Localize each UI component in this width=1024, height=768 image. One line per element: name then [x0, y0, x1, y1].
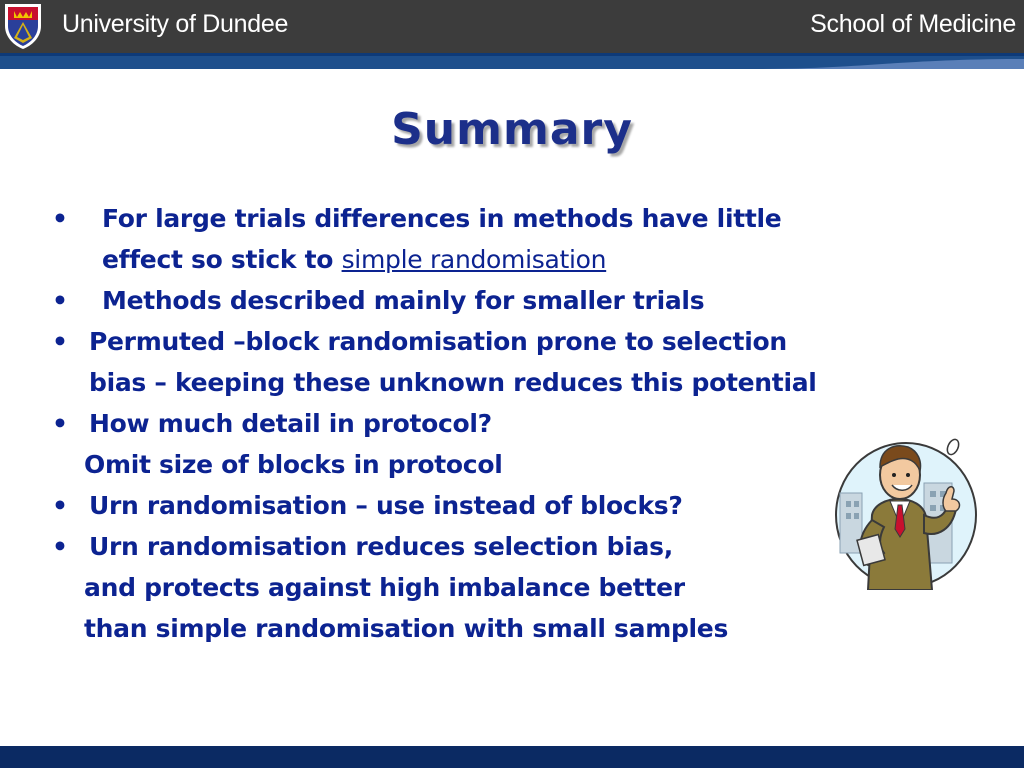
bullet-text-3a: Permuted –block randomisation prone to selection: [89, 327, 787, 356]
bullet-text-1b-prefix: effect so stick to: [102, 245, 342, 274]
bullet-icon: •: [52, 491, 68, 520]
bullet-icon: •: [52, 286, 68, 315]
bullet-text-6b: and protects against high imbalance better: [84, 573, 685, 602]
university-crest-icon: [3, 2, 43, 50]
header-stripe: [0, 53, 1024, 69]
university-name: University of Dundee: [62, 10, 289, 38]
businessman-thumbs-up-illustration: [828, 425, 978, 590]
footer-bar: [0, 746, 1024, 768]
bullet-text-2: Methods described mainly for smaller trials: [102, 286, 705, 315]
bullet-text-4b: Omit size of blocks in protocol: [84, 450, 503, 479]
bullet-text-1b: [102, 245, 606, 274]
bullet-icon: •: [52, 204, 68, 233]
bullet-text-4a: How much detail in protocol?: [89, 409, 492, 438]
bullet-text-6a: Urn randomisation reduces selection bias,: [89, 532, 673, 561]
bullet-icon: •: [52, 532, 68, 561]
bullet-text-1a: For large trials differences in methods have little: [102, 204, 782, 233]
slide-title: Summary: [391, 104, 633, 155]
bullet-icon: •: [52, 409, 68, 438]
bullet-icon: •: [52, 327, 68, 356]
simple-randomisation-link[interactable]: simple randomisation: [341, 245, 607, 274]
bullet-text-3b: bias – keeping these unknown reduces this potential: [89, 368, 817, 397]
bullet-text-5: Urn randomisation – use instead of blocks?: [89, 491, 683, 520]
header-bar: [0, 0, 1024, 53]
school-name: School of Medicine: [810, 10, 1016, 38]
bullet-text-6c: than simple randomisation with small samples: [84, 614, 729, 643]
